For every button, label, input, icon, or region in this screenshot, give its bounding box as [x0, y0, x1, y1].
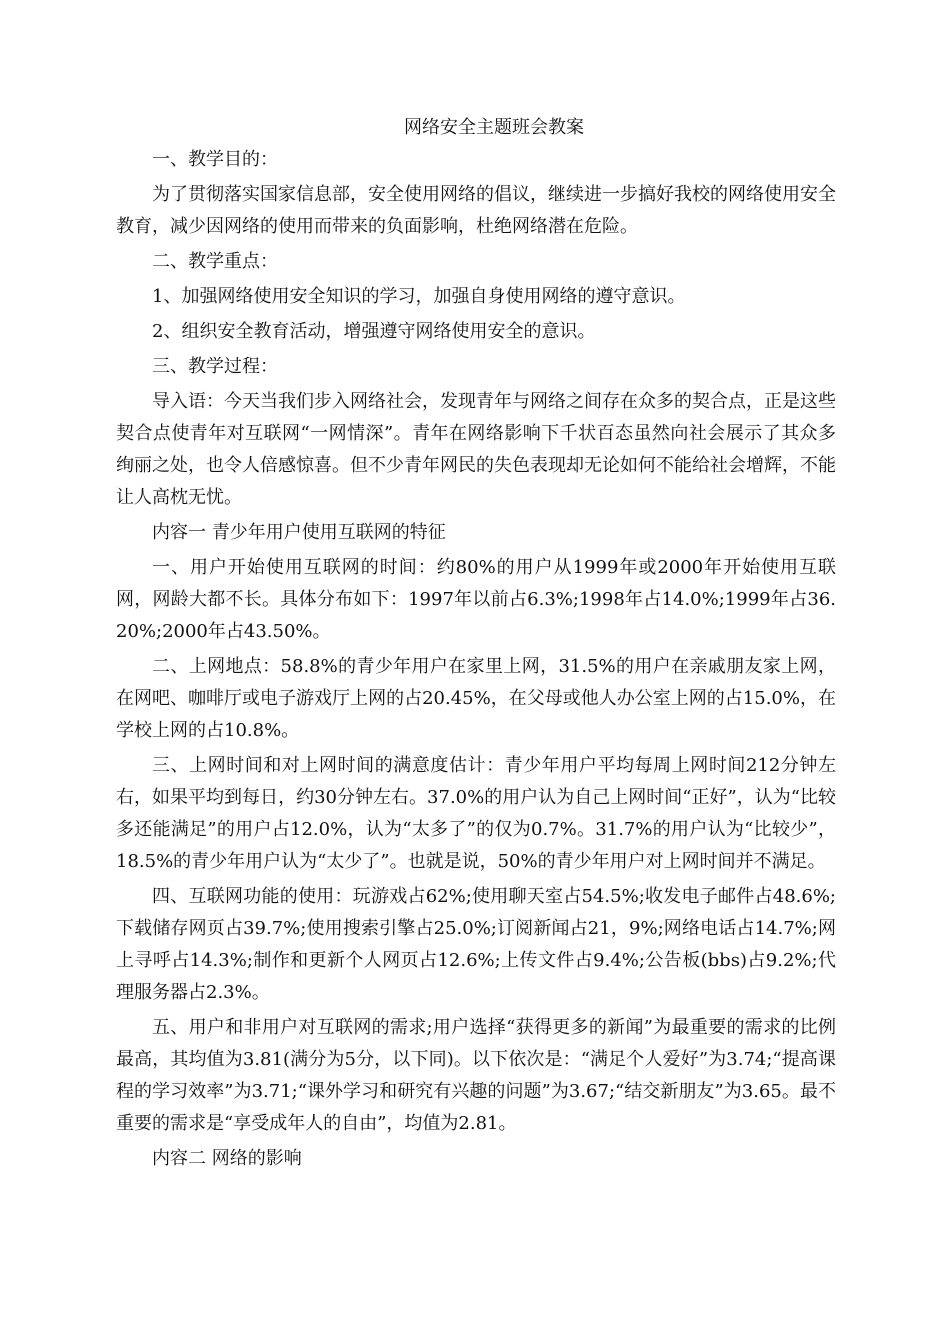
section-heading-process: 三、教学过程：	[152, 356, 278, 377]
section-heading-objectives: 一、教学目的：	[152, 149, 278, 170]
content-heading-1: 内容一 青少年用户使用互联网的特征	[152, 522, 446, 543]
paragraph-usage-needs: 五、用户和非用户对互联网的需求;用户选择“获得更多的新闻”为最重要的需求的比例最高，其均值为3.81(满分为5分，以下同)。以下依次是：“满足个人爱好”为3.74;“提高课程的学习效率”为3.71;“课外学习和研究有兴趣的问题”为3.67;“结交新朋友”为3.65。最不重要的需求是“享受成年人的自由”，均值为2.81。	[116, 1017, 836, 1134]
paragraph-objectives: 为了贯彻落实国家信息部，安全使用网络的倡议，继续进一步搞好我校的网络使用安全教育，减少因网络的使用而带来的负面影响，杜绝网络潜在危险。	[116, 184, 836, 237]
paragraph-usage-time: 三、上网时间和对上网时间的满意度估计：青少年用户平均每周上网时间212分钟左右，如果平均到每日，约30分钟左右。37.0%的用户认为自己上网时间“正好”，认为“比较多还能满足”的用户占12.0%，认为“太多了”的仅为0.7%。31.7%的用户认为“比较少”，18.5%的青少年用户认为“太少了”。也就是说，50%的青少年用户对上网时间并不满足。	[116, 755, 836, 872]
key-point-2: 2、组织安全教育活动，增强遵守网络使用安全的意识。	[152, 321, 596, 342]
paragraph-usage-start: 一、用户开始使用互联网的时间：约80%的用户从1999年或2000年开始使用互联网，网龄大都不长。具体分布如下：1997年以前占6.3%;1998年占14.0%;1999年占36.20%;2000年占43.50%。	[116, 557, 836, 642]
content-heading-2: 内容二 网络的影响	[152, 1148, 302, 1169]
paragraph-introduction: 导入语：今天当我们步入网络社会，发现青年与网络之间存在众多的契合点，正是这些契合点使青年对互联网“一网情深”。青年在网络影响下千状百态虽然向社会展示了其众多绚丽之处，也令人倍感惊喜。但不少青年网民的失色表现却无论如何不能给社会增辉，不能让人高枕无忧。	[116, 391, 836, 508]
document-page	[116, 112, 836, 1175]
paragraph-usage-functions: 四、互联网功能的使用：玩游戏占62%;使用聊天室占54.5%;收发电子邮件占48.6%;下载储存网页占39.7%;使用搜索引擎占25.0%;订阅新闻占21，9%;网络电话占14.7%;网上寻呼占14.3%;制作和更新个人网页占12.6%;上传文件占9.4%;公告板(bbs)占9.2%;代理服务器占2.3%。	[116, 886, 836, 1003]
paragraph-usage-location: 二、上网地点：58.8%的青少年用户在家里上网，31.5%的用户在亲戚朋友家上网，在网吧、咖啡厅或电子游戏厅上网的占20.45%，在父母或他人办公室上网的占15.0%，在学校上网的占10.8%。	[116, 656, 836, 741]
key-point-1: 1、加强网络使用安全知识的学习，加强自身使用网络的遵守意识。	[152, 286, 686, 307]
section-heading-key-points: 二、教学重点：	[152, 251, 278, 272]
document-title: 网络安全主题班会教案	[404, 117, 584, 138]
